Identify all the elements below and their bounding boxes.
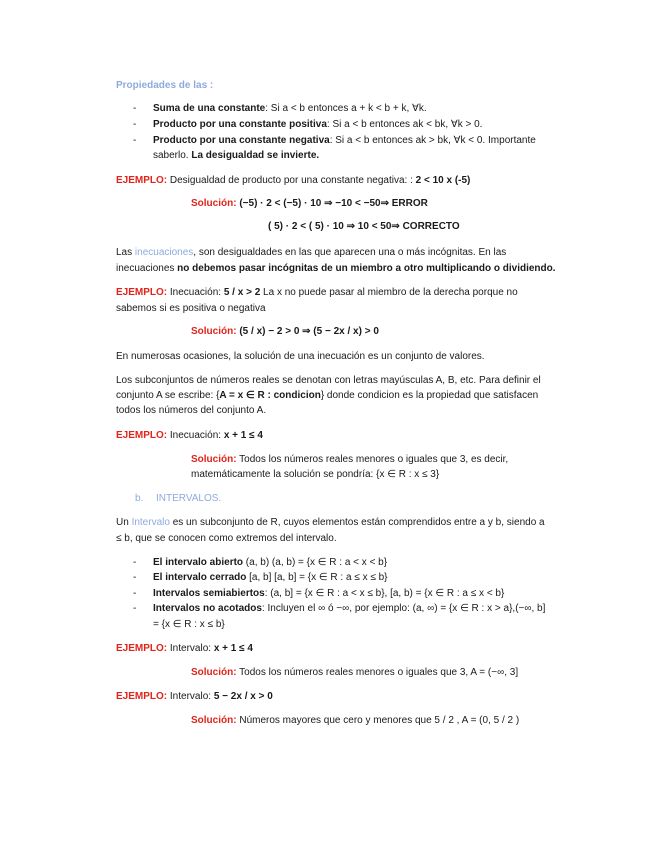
solution-line: Solución: Números mayores que cero y menores que 5 / 2 , A = (0, 5 / 2 ) <box>191 715 520 726</box>
list-item: Intervalos no acotados: Incluyen el ∞ ó −∞, por ejemplo: (a, ∞) = {x ∈ R : x > a},(−∞, b] <box>153 603 546 614</box>
solution-line: Solución: Todos los números reales menores o iguales que 3, A = (−∞, 3] <box>191 667 519 678</box>
bullet: - <box>133 103 137 114</box>
example-line: EJEMPLO: Intervalo: 5 − 2x / x > 0 <box>116 691 273 702</box>
paragraph-line: ≤ b, que se conocen como extremos del intervalo. <box>116 533 337 544</box>
term-inecuaciones: inecuaciones <box>134 247 194 258</box>
bullet: - <box>133 572 137 583</box>
solution-line-2: matemáticamente la solución se pondría: {x ∈ R : x ≤ 3} <box>191 469 440 480</box>
bullet: - <box>133 119 137 130</box>
solution-line-2: ( 5) · 2 < ( 5) · 10 ⇒ 10 < 50⇒ CORRECTO <box>268 221 460 232</box>
solution-line: Solución: (−5) · 2 < (−5) · 10 ⇒ −10 < −50⇒ ERROR <box>191 198 428 209</box>
paragraph-line: conjunto A se escribe: {A = x ∈ R : condicion} donde condicion es la propiedad que satisfacen <box>116 390 539 401</box>
example-line-2: sabemos si es positiva o negativa <box>116 303 266 314</box>
bullet: - <box>133 588 137 599</box>
example-line: EJEMPLO: Desigualdad de producto por una constante negativa: : 2 < 10 x (-5) <box>116 175 471 186</box>
paragraph-line: Un Intervalo es un subconjunto de R, cuyos elementos están comprendidos entre a y b, siendo a <box>116 517 545 528</box>
paragraph-line: todos los números del conjunto A. <box>116 405 267 416</box>
list-item-continuation: saberlo. La desigualdad se invierte. <box>153 150 320 161</box>
paragraph-line: Las inecuaciones, son desigualdades en las que aparecen una o más incógnitas. En las <box>116 247 507 258</box>
example-line: EJEMPLO: Intervalo: x + 1 ≤ 4 <box>116 643 253 654</box>
list-item: Producto por una constante negativa: Si a < b entonces ak > bk, ∀k < 0. Importante <box>153 135 536 146</box>
bullet: - <box>133 603 137 614</box>
term-intervalo: Intervalo <box>131 517 170 528</box>
bullet: - <box>133 135 137 146</box>
list-item: El intervalo cerrado [a, b] [a, b] = {x ∈ R : a ≤ x ≤ b} <box>153 572 388 583</box>
bullet: - <box>133 557 137 568</box>
paragraph-line: inecuaciones no debemos pasar incógnitas de un miembro a otro multiplicando o dividiendo. <box>116 263 556 274</box>
example-line: EJEMPLO: Inecuación: x + 1 ≤ 4 <box>116 430 263 441</box>
list-item: Producto por una constante positiva: Si a < b entonces ak < bk, ∀k > 0. <box>153 119 483 130</box>
example-line: EJEMPLO: Inecuación: 5 / x > 2 La x no puede pasar al miembro de la derecha porque no <box>116 287 518 298</box>
heading-letter: b. <box>135 493 144 504</box>
solution-line: Solución: Todos los números reales menores o iguales que 3, es decir, <box>191 454 509 465</box>
heading-intervalos: INTERVALOS. <box>156 493 222 504</box>
paragraph-line: En numerosas ocasiones, la solución de una inecuación es un conjunto de valores. <box>116 351 485 362</box>
list-item: El intervalo abierto (a, b) (a, b) = {x ∈ R : a < x < b} <box>153 557 388 568</box>
solution-line: Solución: (5 / x) − 2 > 0 ⇒ (5 − 2x / x) > 0 <box>191 326 379 337</box>
list-item: Intervalos semiabiertos: (a, b] = {x ∈ R : a < x ≤ b}, [a, b) = {x ∈ R : a ≤ x < b} <box>153 588 505 599</box>
section-title: Propiedades de las : <box>116 80 214 91</box>
paragraph-line: Los subconjuntos de números reales se denotan con letras mayúsculas A, B, etc. Para definir el <box>116 375 541 386</box>
list-item: Suma de una constante: Si a < b entonces a + k < b + k, ∀k. <box>153 103 427 114</box>
list-item-continuation: = {x ∈ R : x ≤ b} <box>153 619 225 630</box>
